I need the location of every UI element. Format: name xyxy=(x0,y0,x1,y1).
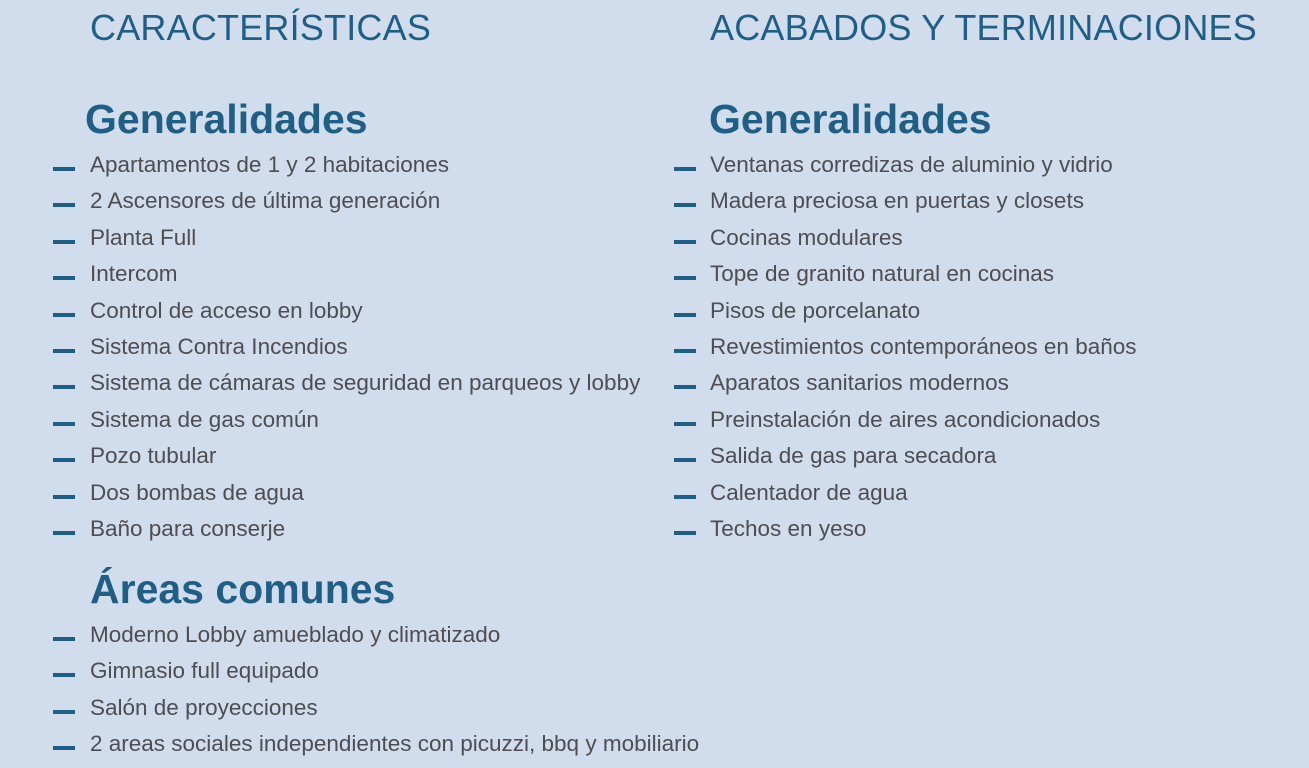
list-item-text: Calentador de agua xyxy=(710,479,908,505)
dash-bullet-icon xyxy=(53,746,75,750)
areas-comunes-heading: Áreas comunes xyxy=(90,566,396,612)
acabados-title: ACABADOS Y TERMINACIONES xyxy=(710,7,1257,48)
list-item xyxy=(90,690,699,726)
list-item-text: Control de acceso en lobby xyxy=(90,297,363,323)
list-item xyxy=(710,147,1137,183)
list-item-text: Gimnasio full equipado xyxy=(90,658,319,684)
list-item-text: Sistema de cámaras de seguridad en parqueos y lobby xyxy=(90,370,641,396)
list-item-text: Salón de proyecciones xyxy=(90,694,318,720)
caracteristicas-list xyxy=(90,147,640,547)
list-item xyxy=(710,438,1137,474)
dash-bullet-icon xyxy=(53,276,75,280)
acabados-list xyxy=(710,147,1137,547)
dash-bullet-icon xyxy=(674,385,696,389)
list-item-text: Planta Full xyxy=(90,224,197,250)
list-item-text: Moderno Lobby amueblado y climatizado xyxy=(90,622,501,647)
list-item-text: Sistema Contra Incendios xyxy=(90,333,348,359)
dash-bullet-icon xyxy=(53,203,75,207)
list-item-text: Cocinas modulares xyxy=(710,224,903,250)
dash-bullet-icon xyxy=(53,710,75,714)
list-item-text: Preinstalación de aires acondicionados xyxy=(710,406,1101,432)
list-item xyxy=(710,329,1137,365)
dash-bullet-icon xyxy=(674,349,696,353)
list-item xyxy=(710,402,1137,438)
list-item-text: Apartamentos de 1 y 2 habitaciones xyxy=(90,152,449,177)
dash-bullet-icon xyxy=(53,531,75,535)
list-item-text: Aparatos sanitarios modernos xyxy=(710,370,1009,396)
right-generalidades-heading: Generalidades xyxy=(709,96,992,142)
dash-bullet-icon xyxy=(674,313,696,317)
list-item xyxy=(90,438,640,474)
list-item xyxy=(90,183,640,219)
list-item-text: Madera preciosa en puertas y closets xyxy=(710,188,1084,214)
list-item-text: Salida de gas para secadora xyxy=(710,443,997,469)
list-item-text: Pisos de porcelanato xyxy=(710,297,921,323)
dash-bullet-icon xyxy=(674,422,696,426)
list-item xyxy=(90,475,640,511)
dash-bullet-icon xyxy=(53,313,75,317)
list-item xyxy=(90,365,640,401)
list-item xyxy=(90,293,640,329)
list-item xyxy=(90,726,699,762)
list-item xyxy=(90,147,640,183)
caracteristicas-title: CARACTERÍSTICAS xyxy=(90,7,432,48)
list-item xyxy=(90,653,699,689)
list-item-text: Pozo tubular xyxy=(90,443,217,469)
list-item xyxy=(710,365,1137,401)
list-item xyxy=(710,183,1137,219)
list-item-text: Tope de granito natural en cocinas xyxy=(710,261,1054,287)
list-item xyxy=(710,475,1137,511)
dash-bullet-icon xyxy=(53,240,75,244)
dash-bullet-icon xyxy=(53,637,75,641)
list-item-text: Intercom xyxy=(90,261,178,287)
dash-bullet-icon xyxy=(53,458,75,462)
dash-bullet-icon xyxy=(674,240,696,244)
dash-bullet-icon xyxy=(53,495,75,499)
dash-bullet-icon xyxy=(674,531,696,535)
list-item-text: 2 areas sociales independientes con picuzzi, bbq y mobiliario xyxy=(90,731,700,757)
list-item-text: Baño para conserje xyxy=(90,515,286,541)
list-item xyxy=(710,256,1137,292)
dash-bullet-icon xyxy=(674,203,696,207)
list-item-text: Dos bombas de agua xyxy=(90,479,304,505)
dash-bullet-icon xyxy=(53,349,75,353)
list-item-text: Revestimientos contemporáneos en baños xyxy=(710,333,1137,359)
dash-bullet-icon xyxy=(53,385,75,389)
list-item xyxy=(710,293,1137,329)
left-generalidades-heading: Generalidades xyxy=(85,96,368,142)
list-item xyxy=(90,402,640,438)
list-item xyxy=(90,220,640,256)
list-item xyxy=(90,256,640,292)
dash-bullet-icon xyxy=(674,458,696,462)
dash-bullet-icon xyxy=(674,167,696,171)
list-item xyxy=(90,617,699,653)
dash-bullet-icon xyxy=(53,167,75,171)
list-item-text: 2 Ascensores de última generación xyxy=(90,188,441,214)
dash-bullet-icon xyxy=(53,673,75,677)
list-item-text: Techos en yeso xyxy=(710,515,867,541)
list-item xyxy=(710,511,1137,547)
list-item-text: Ventanas corredizas de aluminio y vidrio xyxy=(710,152,1113,177)
list-item xyxy=(710,220,1137,256)
dash-bullet-icon xyxy=(53,422,75,426)
list-item xyxy=(90,329,640,365)
dash-bullet-icon xyxy=(674,276,696,280)
dash-bullet-icon xyxy=(674,495,696,499)
list-item-text: Sistema de gas común xyxy=(90,406,319,432)
areas-comunes-list xyxy=(90,617,699,763)
list-item xyxy=(90,511,640,547)
